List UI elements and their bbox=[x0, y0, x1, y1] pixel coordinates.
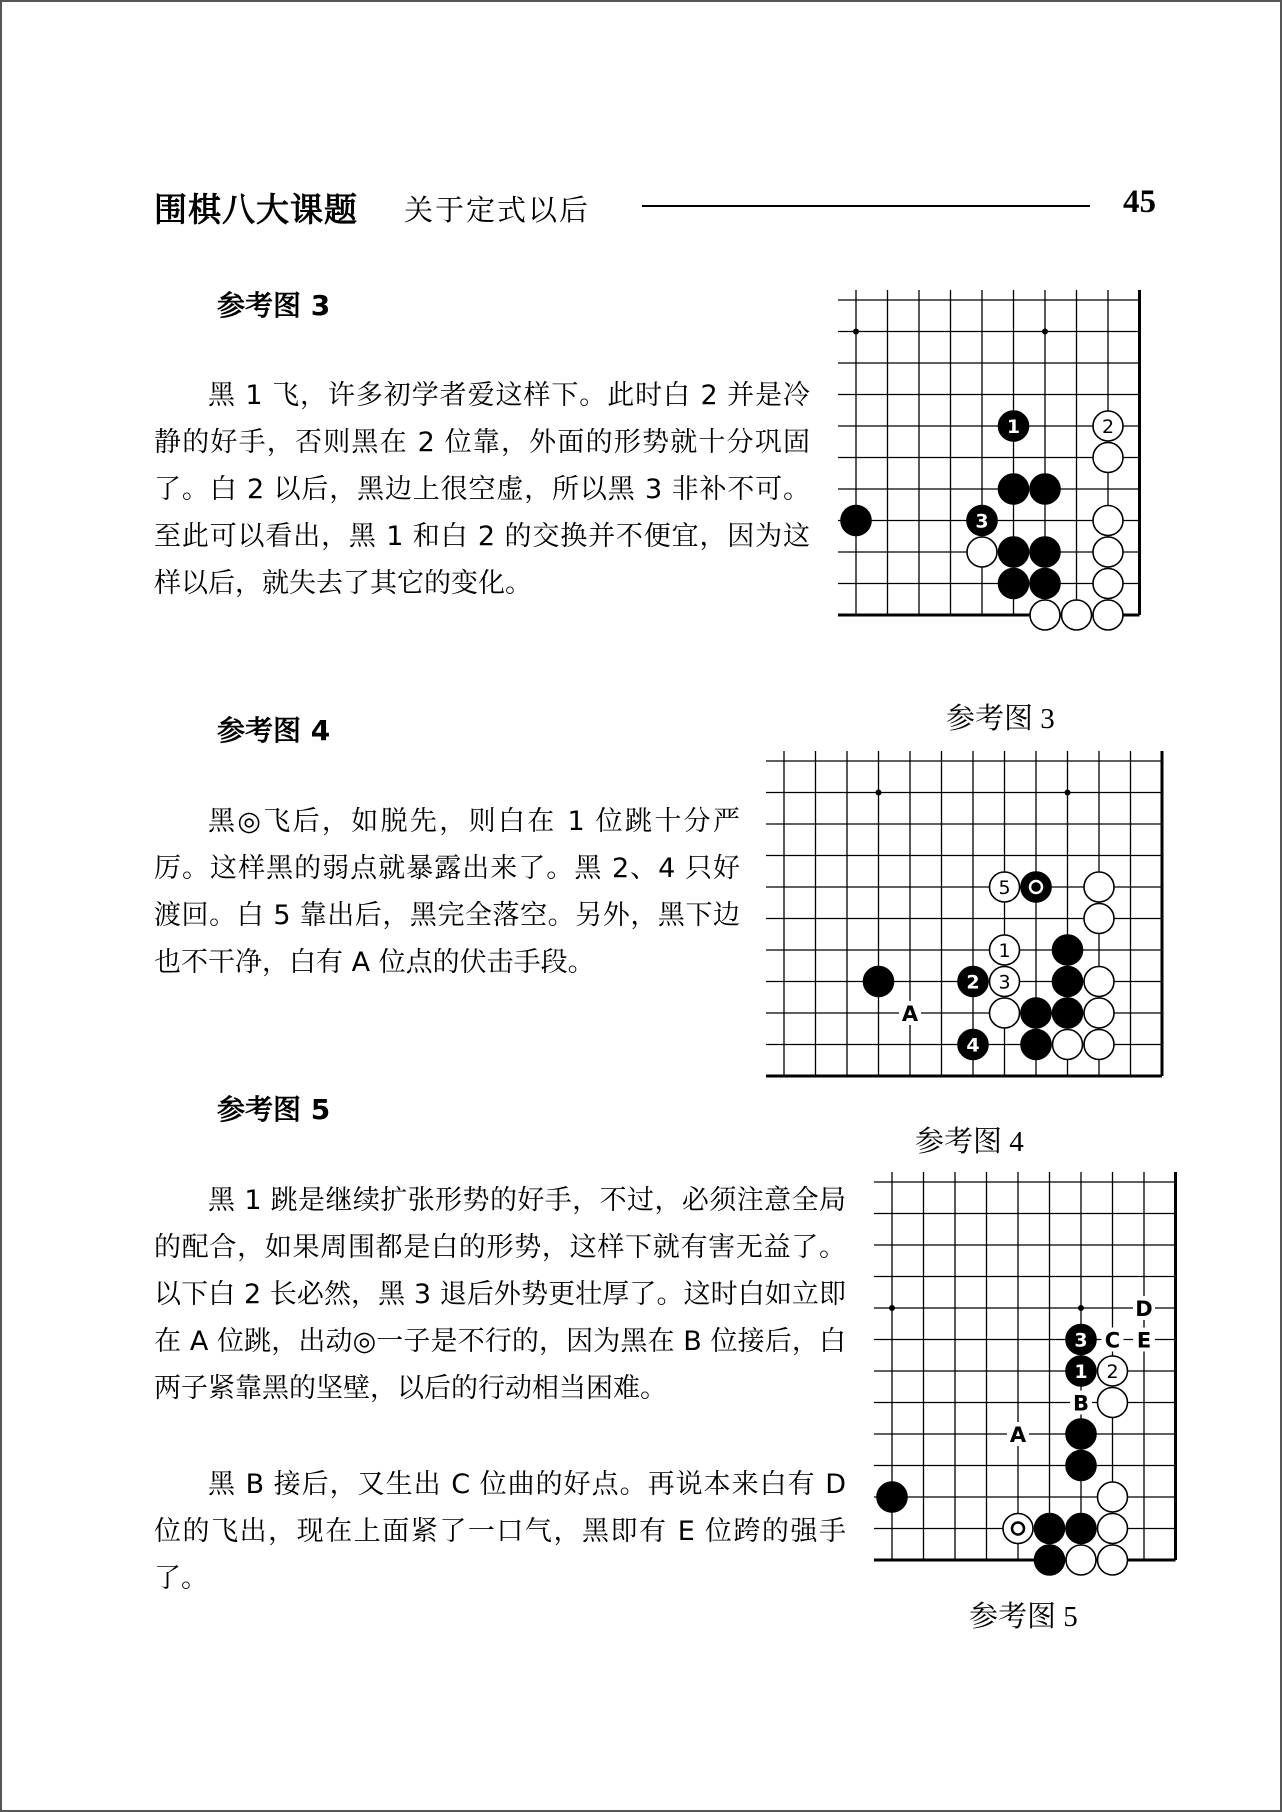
star-point bbox=[1065, 790, 1071, 796]
white-stone bbox=[1093, 506, 1123, 536]
black-stone bbox=[1030, 537, 1060, 567]
white-stone bbox=[1084, 872, 1114, 902]
move-number: 3 bbox=[975, 510, 989, 533]
point-letter: D bbox=[1135, 1297, 1153, 1321]
point-letter: E bbox=[1136, 1328, 1152, 1353]
star-point bbox=[853, 329, 859, 335]
white-stone bbox=[990, 998, 1020, 1028]
page-number: 45 bbox=[1123, 184, 1156, 220]
white-stone bbox=[1093, 600, 1123, 630]
white-stone bbox=[967, 537, 997, 567]
star-point bbox=[889, 1305, 895, 1311]
white-stone bbox=[1093, 537, 1123, 567]
black-stone bbox=[864, 967, 894, 997]
black-stone bbox=[1053, 935, 1083, 965]
point-letter: B bbox=[1072, 1391, 1090, 1416]
star-point bbox=[1078, 1305, 1084, 1311]
move-number: 5 bbox=[998, 877, 1011, 899]
white-stone bbox=[1098, 1545, 1128, 1575]
white-stone-marked bbox=[1003, 1514, 1033, 1544]
move-number: 1 bbox=[998, 940, 1011, 962]
header-rule bbox=[642, 205, 1090, 207]
black-stone bbox=[1053, 998, 1083, 1028]
black-stone bbox=[1035, 1514, 1065, 1544]
black-stone bbox=[1035, 1545, 1065, 1575]
black-stone bbox=[999, 569, 1029, 599]
white-stone bbox=[1093, 569, 1123, 599]
section-3-paragraph: 黑 1 飞，许多初学者爱这样下。此时白 2 并是冷静的好手，否则黑在 2 位靠，外面的形势就十分巩固了。白 2 以后，黑边上很空虚，所以黑 3 非补不可。至此可以看出，黑 1 和白 2 的交换并不便宜，因为这样以后，就失去了其它的变化。 bbox=[154, 380, 810, 599]
black-stone bbox=[1030, 569, 1060, 599]
section-heading-3: 参考图 3 bbox=[217, 289, 331, 322]
black-stone bbox=[841, 506, 871, 536]
white-stone bbox=[1098, 1388, 1128, 1418]
section-heading-4: 参考图 4 bbox=[217, 714, 331, 747]
move-number: 3 bbox=[998, 971, 1011, 994]
section-4-paragraph: 黑◎飞后，如脱先，则白在 1 位跳十分严厉。这样黑的弱点就暴露出来了。黑 2、4 只好渡回。白 5 靠出后，黑完全落空。另外，黑下边也不干净，白有 A 位点的伏击手段。 bbox=[154, 806, 740, 978]
white-stone bbox=[1098, 1482, 1128, 1512]
diagram-5-board bbox=[874, 1172, 1168, 1562]
diagram-4-caption: 参考图 4 bbox=[915, 1126, 1024, 1158]
black-stone bbox=[1021, 998, 1051, 1028]
white-stone bbox=[1053, 1030, 1083, 1060]
black-stone bbox=[877, 1482, 907, 1512]
black-stone bbox=[999, 537, 1029, 567]
section-5-paragraph-2: 黑 B 接后，又生出 C 位曲的好点。再说本来白有 D 位的飞出，现在上面紧了一口气，黑即有 E 位跨的强手了。 bbox=[154, 1469, 846, 1594]
move-number: 1 bbox=[1006, 416, 1021, 438]
white-stone bbox=[1084, 1030, 1114, 1060]
white-stone bbox=[1084, 967, 1114, 997]
black-stone bbox=[1053, 967, 1083, 997]
white-stone bbox=[1098, 1514, 1128, 1544]
diagram-5-caption: 参考图 5 bbox=[969, 1601, 1078, 1633]
point-letter: C bbox=[1104, 1328, 1121, 1353]
book-title: 围棋八大课题 bbox=[154, 190, 358, 229]
move-number: 2 bbox=[1101, 416, 1115, 438]
black-stone bbox=[1066, 1514, 1096, 1544]
move-number: 1 bbox=[1074, 1361, 1088, 1383]
white-stone bbox=[1084, 998, 1114, 1028]
white-stone bbox=[1066, 1545, 1096, 1575]
black-stone bbox=[1066, 1419, 1096, 1449]
section-heading-5: 参考图 5 bbox=[217, 1093, 331, 1126]
move-number: 2 bbox=[966, 971, 980, 994]
diagram-3-board bbox=[838, 290, 1168, 663]
chapter-title: 关于定式以后 bbox=[404, 193, 591, 227]
white-stone bbox=[1030, 600, 1060, 630]
section-5-paragraph-1: 黑 1 跳是继续扩张形势的好手，不过，必须注意全局的配合，如果周围都是白的形势，这样下就有害无益了。以下白 2 长必然，黑 3 退后外势更壮厚了。这时白如立即在 A 位跳，出动◎一子是不行的，因为黑在 B 位接后，白两子紧靠黑的坚壁，以后的行动相当困难。 bbox=[154, 1185, 846, 1404]
diagram-5-grid bbox=[874, 1172, 1176, 1560]
black-stone bbox=[1030, 474, 1060, 504]
white-stone bbox=[1062, 600, 1092, 630]
move-number: 3 bbox=[1074, 1329, 1088, 1352]
white-stone bbox=[1084, 904, 1114, 934]
black-stone bbox=[1066, 1451, 1096, 1481]
point-letter: A bbox=[901, 1002, 919, 1026]
white-stone bbox=[1093, 443, 1123, 473]
move-number: 4 bbox=[966, 1034, 980, 1057]
black-stone-marked bbox=[1021, 872, 1051, 902]
star-point bbox=[1042, 329, 1048, 335]
diagram-4-board bbox=[766, 751, 1168, 1089]
black-stone bbox=[1021, 1030, 1051, 1060]
star-point bbox=[876, 790, 882, 796]
page-header bbox=[154, 184, 1156, 228]
diagram-3-caption: 参考图 3 bbox=[946, 703, 1055, 735]
point-letter: A bbox=[1009, 1423, 1027, 1447]
black-stone bbox=[999, 474, 1029, 504]
move-number: 2 bbox=[1106, 1361, 1119, 1383]
